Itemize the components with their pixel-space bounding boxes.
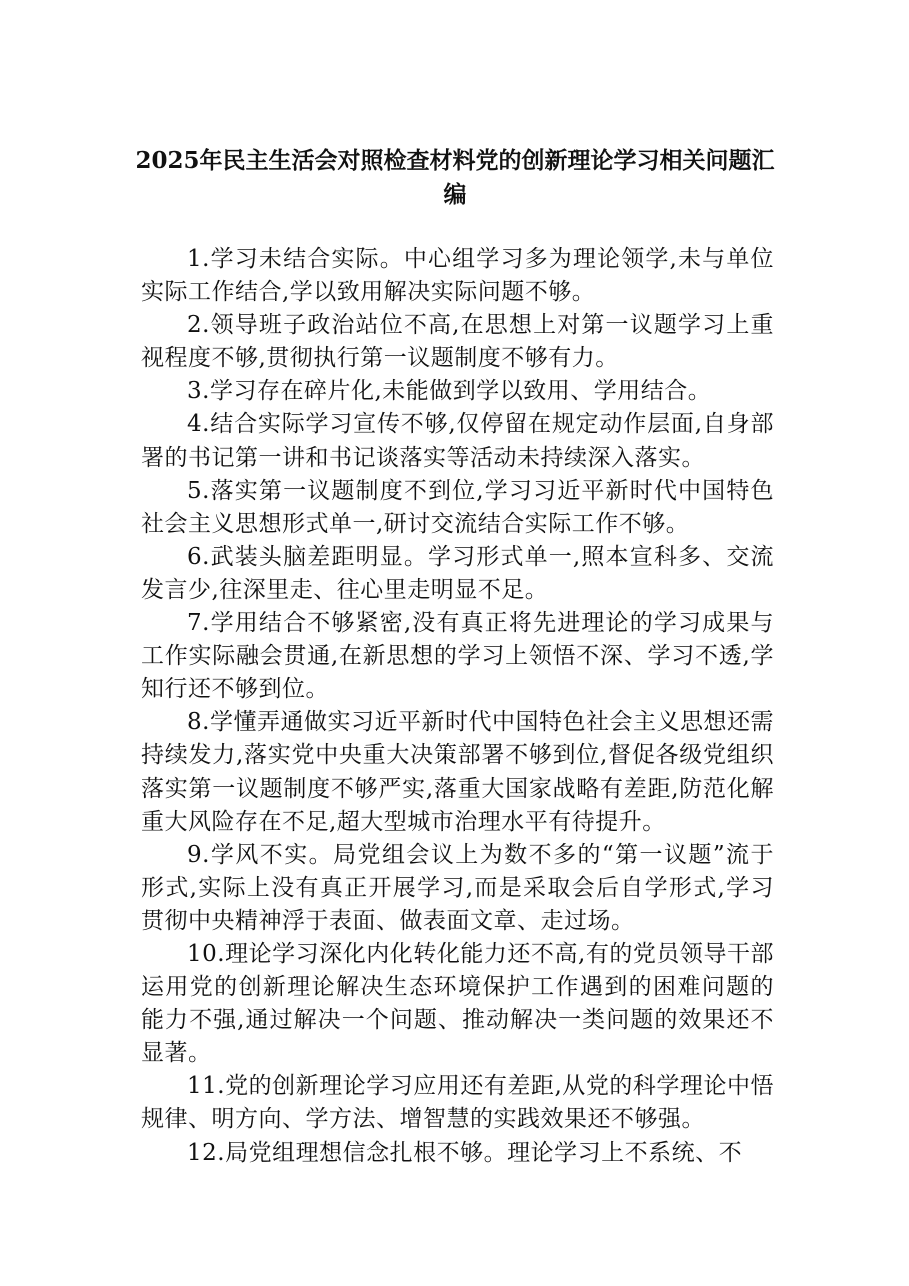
- paragraph-12: 12.局党组理想信念扎根不够。理论学习上不系统、不: [187, 1139, 743, 1166]
- paragraph-11: 11.党的创新理论学习应用还有差距,从党的科学理论中悟规律、明方向、学方法、增智慧的实践效果还不够强。: [141, 1073, 774, 1133]
- document-body: [141, 243, 774, 1170]
- paragraph-10: 10.理论学习深化内化转化能力还不高,有的党员领导干部运用党的创新理论解决生态环境保护工作遇到的困难问题的能力不强,通过解决一个问题、推动解决一类问题的效果还不显著。: [141, 940, 774, 1067]
- paragraph-2: 2.领导班子政治站位不高,在思想上对第一议题学习上重视程度不够,贯彻执行第一议题制度不够有力。: [141, 312, 774, 372]
- paragraph-8: 8.学懂弄通做实习近平新时代中国特色社会主义思想还需持续发力,落实党中央重大决策部署不够到位,督促各级党组织落实第一议题制度不够严实,落重大国家战略有差距,防范化解重大风险存在不足,超大型城市治理水平有待提升。: [141, 709, 774, 835]
- paragraph-9: 9.学风不实。局党组会议上为数不多的“第一议题”流于形式,实际上没有真正开展学习,而是采取会后自学形式,学习贯彻中央精神浮于表面、做表面文章、走过场。: [141, 841, 774, 934]
- paragraph-5: 5.落实第一议题制度不到位,学习习近平新时代中国特色社会主义思想形式单一,研讨交流结合实际工作不够。: [141, 477, 774, 537]
- paragraph-7: 7.学用结合不够紧密,没有真正将先进理论的学习成果与工作实际融会贯通,在新思想的学习上领悟不深、学习不透,学知行还不够到位。: [141, 610, 774, 703]
- paragraph-6: 6.武装头脑差距明显。学习形式单一,照本宣科多、交流发言少,往深里走、往心里走明显不足。: [141, 543, 774, 603]
- document-title: 2025年民主生活会对照检查材料党的创新理论学习相关问题汇编: [135, 147, 775, 208]
- paragraph-1: 1.学习未结合实际。中心组学习多为理论领学,未与单位实际工作结合,学以致用解决实际问题不够。: [141, 246, 774, 306]
- paragraph-3: 3.学习存在碎片化,未能做到学以致用、学用结合。: [187, 378, 712, 405]
- paragraph-4: 4.结合实际学习宣传不够,仅停留在规定动作层面,自身部署的书记第一讲和书记谈落实等活动未持续深入落实。: [141, 411, 774, 471]
